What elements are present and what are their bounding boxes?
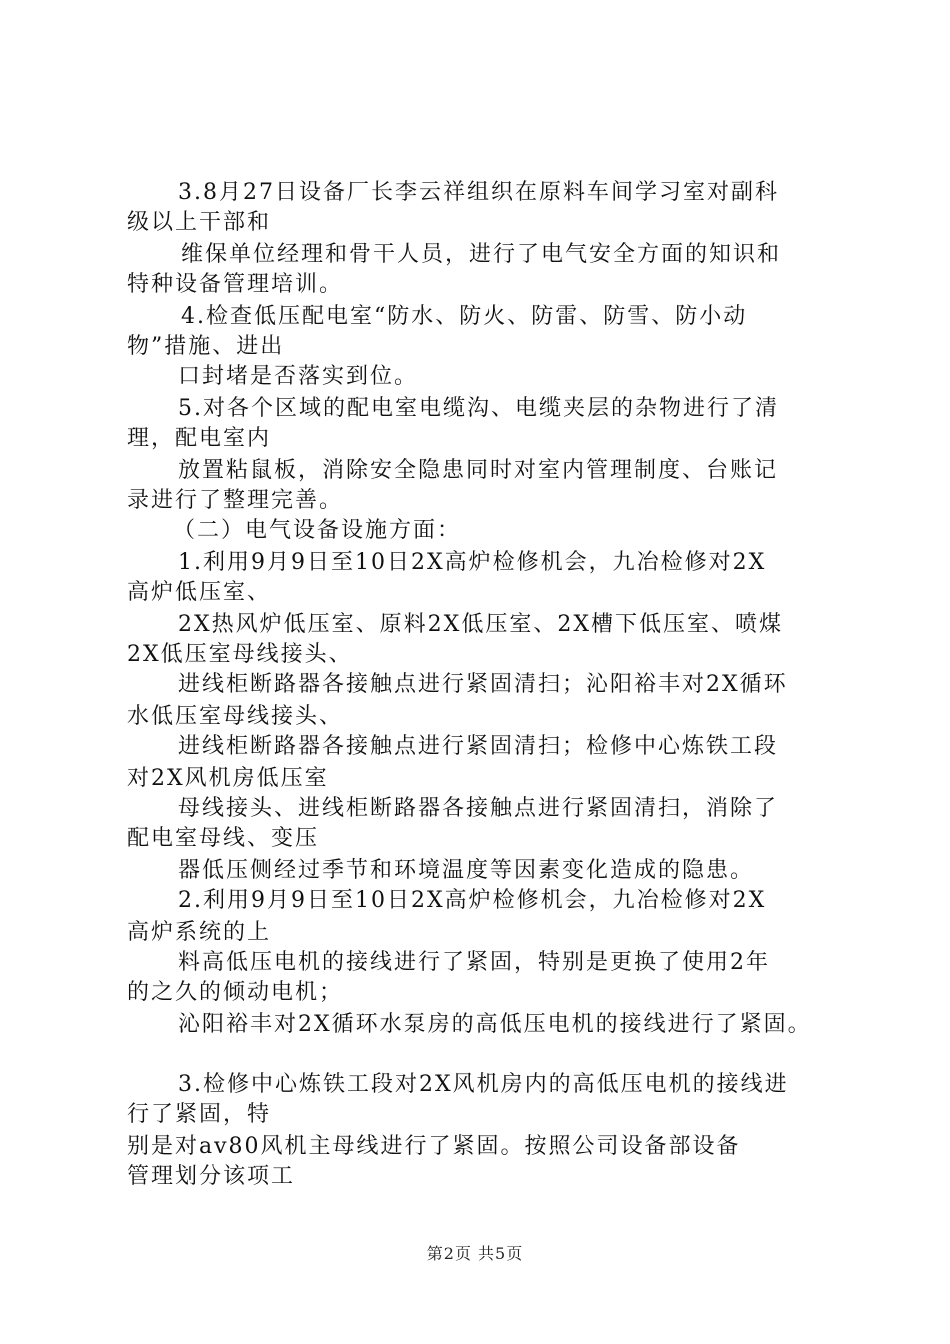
text-line: 高炉低压室、 — [127, 580, 272, 605]
text-line: 2X热风炉低压室、原料2X低压室、2X槽下低压室、喷煤 — [178, 612, 783, 637]
text-line: 3.检修中心炼铁工段对2X风机房内的高低压电机的接线进 — [178, 1072, 789, 1097]
text-line: 器低压侧经过季节和环境温度等因素变化造成的隐患。 — [178, 858, 755, 883]
text-line: 特种设备管理培训。 — [127, 272, 344, 297]
text-line: 理，配电室内 — [127, 426, 272, 451]
text-line: 级以上干部和 — [127, 210, 272, 235]
text-line: 录进行了整理完善。 — [127, 488, 344, 513]
text-line: 高炉系统的上 — [127, 920, 272, 945]
page-footer: 第2页 共5页 — [426, 1244, 524, 1263]
text-line: 的之久的倾动电机； — [127, 980, 344, 1005]
text-line: 水低压室母线接头、 — [127, 704, 344, 729]
text-line: 放置粘鼠板，消除安全隐患同时对室内管理制度、台账记 — [178, 458, 779, 483]
text-line: 5.对各个区域的配电室电缆沟、电缆夹层的杂物进行了清 — [178, 396, 779, 421]
text-line: 母线接头、进线柜断路器各接触点进行紧固清扫，消除了 — [178, 796, 779, 821]
text-line: 料高低压电机的接线进行了紧固，特别是更换了使用2年 — [178, 950, 770, 975]
text-line: 2.利用9月9日至10日2X高炉检修机会，九冶检修对2X — [178, 888, 767, 913]
text-line: 进线柜断路器各接触点进行紧固清扫；检修中心炼铁工段 — [178, 734, 779, 759]
text-line: 物”措施、进出 — [127, 334, 285, 359]
text-line: 沁阳裕丰对2X循环水泵房的高低压电机的接线进行了紧固。 — [178, 1012, 812, 1037]
text-line: 口封堵是否落实到位。 — [178, 364, 419, 389]
text-line: 4.检查低压配电室“防水、防火、防雷、防雪、防小动 — [181, 304, 748, 329]
text-line: 维保单位经理和骨干人员，进行了电气安全方面的知识和 — [181, 242, 782, 267]
text-line: 3.8月27日设备厂长李云祥组织在原料车间学习室对副科 — [178, 180, 779, 205]
text-line: 行了紧固，特 — [127, 1102, 272, 1127]
text-line: 进线柜断路器各接触点进行紧固清扫；沁阳裕丰对2X循环 — [178, 672, 788, 697]
text-line: 2X低压室母线接头、 — [127, 642, 353, 667]
text-line: 别是对av80风机主母线进行了紧固。按照公司设备部设备 — [127, 1134, 741, 1159]
text-line: 配电室母线、变压 — [127, 826, 320, 851]
text-line: 对2X风机房低压室 — [127, 766, 329, 791]
text-line: 1.利用9月9日至10日2X高炉检修机会，九冶检修对2X — [178, 550, 767, 575]
text-line: 管理划分该项工 — [127, 1164, 296, 1189]
text-line: （二）电气设备设施方面： — [173, 518, 462, 543]
